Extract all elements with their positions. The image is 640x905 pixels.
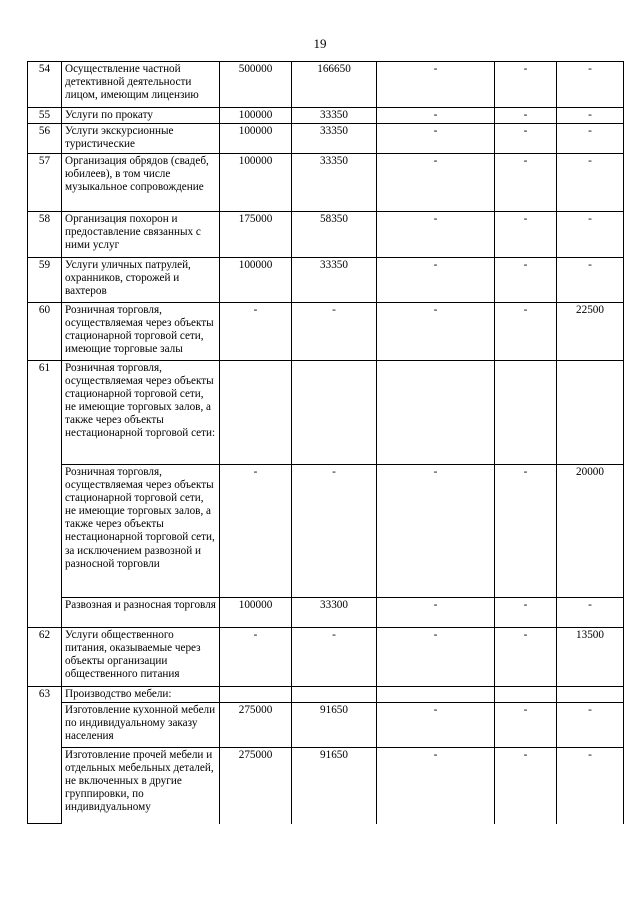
value-col-3: - [377, 628, 495, 687]
activity-name: Розничная торговля, осуществляемая через объекты стационарной торговой сети, имеющие торговые залы [62, 303, 220, 361]
value-col-3: - [377, 62, 495, 108]
value-col-1: 100000 [220, 258, 292, 303]
row-number: 60 [28, 303, 62, 361]
value-col-3: - [377, 748, 495, 824]
value-col-2: - [292, 303, 377, 361]
value-col-2: 166650 [292, 62, 377, 108]
page-number: 19 [313, 36, 327, 51]
table-row [28, 628, 624, 687]
value-col-4: - [495, 703, 557, 748]
table-row [28, 124, 624, 154]
value-col-1: 275000 [220, 748, 292, 824]
row-number: 59 [28, 258, 62, 303]
value-col-4: - [495, 628, 557, 687]
value-col-1: 500000 [220, 62, 292, 108]
activity-name: Услуги по прокату [62, 108, 220, 124]
value-col-4: - [495, 303, 557, 361]
value-col-5: - [557, 212, 624, 258]
value-col-3: - [377, 258, 495, 303]
value-col-3: - [377, 465, 495, 598]
value-col-5 [557, 361, 624, 465]
value-col-2: 33350 [292, 258, 377, 303]
table-row [28, 154, 624, 212]
value-col-5: - [557, 598, 624, 628]
value-col-4: - [495, 465, 557, 598]
value-col-2 [292, 361, 377, 465]
value-col-4: - [495, 108, 557, 124]
activity-name: Розничная торговля, осуществляемая через объекты стационарной торговой сети, не имеющие торговых залов, а также через объекты нестационарной торговой сети, за исключением развозной и разносной торговли [62, 465, 220, 598]
activity-name: Развозная и разносная торговля [62, 598, 220, 628]
activity-name: Осуществление частной детективной деятельности лицом, имеющим лицензию [62, 62, 220, 108]
table-row [28, 465, 624, 598]
value-col-3: - [377, 108, 495, 124]
row-number: 54 [28, 62, 62, 108]
row-number: 58 [28, 212, 62, 258]
value-col-4 [495, 687, 557, 703]
value-col-4: - [495, 62, 557, 108]
value-col-3: - [377, 124, 495, 154]
row-number: 57 [28, 154, 62, 212]
value-col-2: - [292, 628, 377, 687]
value-col-2: 33300 [292, 598, 377, 628]
table-row [28, 748, 624, 824]
value-col-3: - [377, 154, 495, 212]
activity-name: Услуги общественного питания, оказываемые через объекты организации общественного питания [62, 628, 220, 687]
value-col-5: 22500 [557, 303, 624, 361]
value-col-1: - [220, 465, 292, 598]
value-col-3: - [377, 212, 495, 258]
value-col-2 [292, 687, 377, 703]
row-number: 55 [28, 108, 62, 124]
activity-name: Изготовление кухонной мебели по индивидуальному заказу населения [62, 703, 220, 748]
value-col-2: 33350 [292, 108, 377, 124]
value-col-4: - [495, 154, 557, 212]
value-col-1: 100000 [220, 154, 292, 212]
value-col-4: - [495, 748, 557, 824]
value-col-5: - [557, 703, 624, 748]
value-col-1: - [220, 628, 292, 687]
value-col-1 [220, 361, 292, 465]
value-col-1: 100000 [220, 124, 292, 154]
value-col-4: - [495, 124, 557, 154]
value-col-3: - [377, 703, 495, 748]
table-row [28, 361, 624, 465]
table-row [28, 258, 624, 303]
value-col-5: - [557, 258, 624, 303]
value-col-5: - [557, 124, 624, 154]
activity-name: Организация похорон и предоставление связанных с ними услуг [62, 212, 220, 258]
row-number: 63 [28, 687, 62, 824]
activity-name: Организация обрядов (свадеб, юбилеев), в том числе музыкальное сопровождение [62, 154, 220, 212]
table-row [28, 62, 624, 108]
value-col-1 [220, 687, 292, 703]
activity-name: Производство мебели: [62, 687, 220, 703]
table-row [28, 303, 624, 361]
value-col-2: 91650 [292, 748, 377, 824]
value-col-2: 58350 [292, 212, 377, 258]
value-col-5: 20000 [557, 465, 624, 598]
value-col-2: 33350 [292, 124, 377, 154]
value-col-3: - [377, 303, 495, 361]
value-col-1: 275000 [220, 703, 292, 748]
value-col-1: 175000 [220, 212, 292, 258]
value-col-3 [377, 361, 495, 465]
activity-name: Услуги экскурсионные туристические [62, 124, 220, 154]
value-col-3 [377, 687, 495, 703]
value-col-3: - [377, 598, 495, 628]
value-col-1: 100000 [220, 108, 292, 124]
value-col-2: - [292, 465, 377, 598]
activity-name: Изготовление прочей мебели и отдельных мебельных деталей, не включенных в другие группировки, по индивидуальному [62, 748, 220, 824]
table-row [28, 703, 624, 748]
value-col-2: 33350 [292, 154, 377, 212]
value-col-4: - [495, 258, 557, 303]
table-row [28, 687, 624, 703]
value-col-1: 100000 [220, 598, 292, 628]
value-col-4: - [495, 212, 557, 258]
row-number: 56 [28, 124, 62, 154]
value-col-5: - [557, 748, 624, 824]
value-col-2: 91650 [292, 703, 377, 748]
table-row [28, 212, 624, 258]
value-col-5: - [557, 62, 624, 108]
value-col-4: - [495, 598, 557, 628]
value-col-4 [495, 361, 557, 465]
value-col-1: - [220, 303, 292, 361]
value-col-5: 13500 [557, 628, 624, 687]
activity-name: Услуги уличных патрулей, охранников, сторожей и вахтеров [62, 258, 220, 303]
row-number: 61 [28, 361, 62, 628]
value-col-5: - [557, 108, 624, 124]
activity-name: Розничная торговля, осуществляемая через объекты стационарной торговой сети, не имеющие торговых залов, а также через объекты нестационарной торговой сети: [62, 361, 220, 465]
row-number: 62 [28, 628, 62, 687]
value-col-5: - [557, 154, 624, 212]
tariff-table [27, 61, 624, 824]
table-row [28, 598, 624, 628]
table-row [28, 108, 624, 124]
value-col-5 [557, 687, 624, 703]
